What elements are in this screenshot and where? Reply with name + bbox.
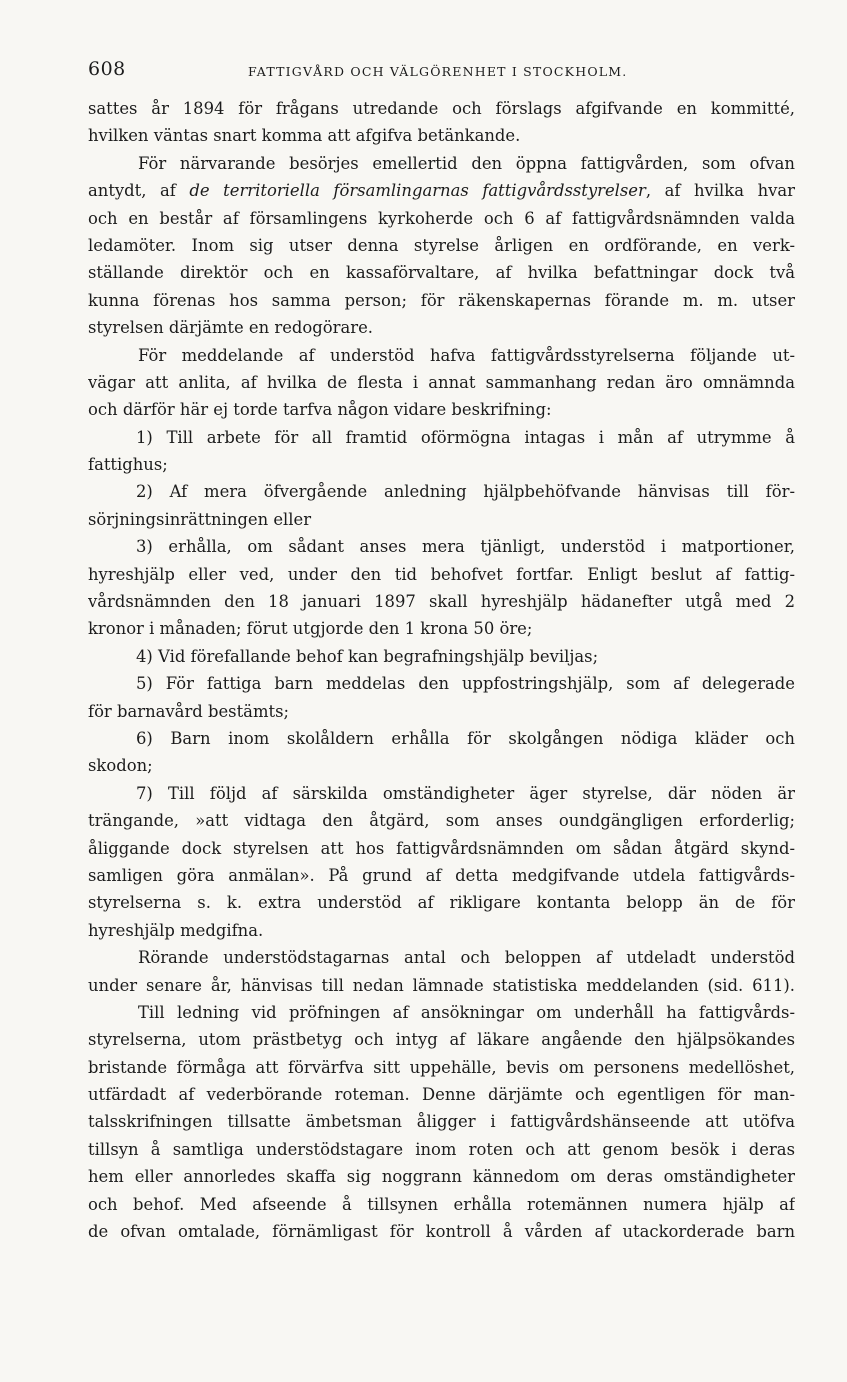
text-run: Rörande understödstagarnas antal och beloppen af utdeladt understöd xyxy=(138,948,795,968)
text-run: 5) För fattiga barn meddelas den uppfostringshjälp, som af delegerade xyxy=(136,674,795,694)
text-run: 3) erhålla, om sådant anses mera tjänligt, understöd i matportioner, xyxy=(136,537,795,557)
text-run: bristande förmåga att förvärfva sitt uppehälle, bevis om personens medellöshet, xyxy=(88,1057,795,1077)
text-run: talsskrifningen tillsatte ämbetsman åligger i fattigvårdshänseende att utöfva xyxy=(88,1112,795,1132)
text-run: trängande, »att vidtaga den åtgärd, som anses oundgängligen erforderlig; xyxy=(88,811,795,831)
page-number: 608 xyxy=(88,58,126,80)
text-line xyxy=(88,698,795,725)
text-run: samligen göra anmälan». På grund af detta medgifvande utdela fattigvårds- xyxy=(88,865,795,885)
text-run: skodon; xyxy=(88,756,153,776)
text-run: de ofvan omtalade, förnämligast för kontroll å vården af utackorderade barn xyxy=(88,1222,795,1242)
text-line xyxy=(88,1108,795,1135)
body-text xyxy=(88,95,795,1245)
text-run: och en består af församlingens kyrkoherde och 6 af fattigvårdsnämnden valda xyxy=(88,208,795,228)
text-line xyxy=(88,396,795,423)
text-run: vårdsnämnden den 18 januari 1897 skall hyreshjälp hädanefter utgå med 2 xyxy=(88,592,795,612)
text-run: 2) Af mera öfvergående anledning hjälpbehöfvande hänvisas till för- xyxy=(136,482,795,502)
text-run: Till ledning vid pröfningen af ansökningar om underhåll ha fattigvårds- xyxy=(138,1002,795,1022)
text-run: styrelserna, utom prästbetyg och intyg af läkare angående den hjälpsökandes xyxy=(88,1030,795,1050)
text-run: och därför här ej torde tarfva någon vidare beskrifning: xyxy=(88,400,552,420)
text-line xyxy=(88,862,795,889)
text-line xyxy=(88,643,795,670)
text-line xyxy=(88,478,795,505)
text-line xyxy=(88,177,795,204)
text-line xyxy=(88,314,795,341)
text-run: sattes år 1894 för frågans utredande och förslags afgifvande en kommitté, xyxy=(88,99,795,118)
text-line xyxy=(88,369,795,396)
text-run: 6) Barn inom skolåldern erhålla för skolgången nödiga kläder och xyxy=(136,728,795,748)
text-line xyxy=(88,232,795,259)
text-line xyxy=(88,205,795,232)
text-line xyxy=(88,342,795,369)
text-run: styrelserna s. k. extra understöd af rikligare kontanta belopp än de för xyxy=(88,893,795,913)
running-title: FATTIGVÅRD OCH VÄLGÖRENHET I STOCKHOLM. xyxy=(248,64,628,79)
text-line xyxy=(88,725,795,752)
text-line xyxy=(88,1081,795,1108)
text-line xyxy=(88,972,795,999)
text-line xyxy=(88,1191,795,1218)
text-run: fattighus; xyxy=(88,455,168,475)
text-run: hyreshjälp medgifna. xyxy=(88,920,264,940)
text-run: ledamöter. Inom sig utser denna styrelse årligen en ordförande, en verk- xyxy=(88,235,795,255)
text-run: 1) Till arbete för all framtid oförmögna intagas i mån af utrymme å xyxy=(136,427,795,447)
text-run: styrelsen därjämte en redogörare. xyxy=(88,318,373,338)
text-line xyxy=(88,1218,795,1245)
text-run: ställande direktör och en kassaförvaltare, af hvilka befattningar dock två xyxy=(88,263,795,283)
text-run: vägar att anlita, af hvilka de flesta i annat sammanhang redan äro omnämnda xyxy=(88,372,795,392)
text-line xyxy=(88,999,795,1026)
text-run: under senare år, hänvisas till nedan lämnade statistiska meddelanden (sid. 611). xyxy=(88,975,795,995)
text-run: för barnavård bestämts; xyxy=(88,701,290,721)
text-line xyxy=(88,122,795,149)
text-run: kunna förenas hos samma person; för räkenskapernas förande m. m. utser xyxy=(88,290,795,310)
text-run: 7) Till följd af särskilda omständigheter äger styrelse, där nöden är xyxy=(136,783,795,803)
text-line xyxy=(88,287,795,314)
text-run: 4) Vid förefallande behof kan begrafningshjälp beviljas; xyxy=(136,646,599,666)
text-line xyxy=(88,424,795,451)
text-run: åliggande dock styrelsen att hos fattigvårdsnämnden om sådan åtgärd skynd- xyxy=(88,838,795,858)
text-line xyxy=(88,451,795,478)
text-run: och behof. Med afseende å tillsynen erhålla rotemännen numera hjälp af xyxy=(88,1194,795,1214)
text-run: kronor i månaden; förut utgjorde den 1 krona 50 öre; xyxy=(88,619,533,639)
text-line xyxy=(88,1136,795,1163)
text-line xyxy=(88,835,795,862)
text-line xyxy=(88,889,795,916)
text-line xyxy=(88,259,795,286)
running-header xyxy=(88,58,795,84)
text-line xyxy=(88,917,795,944)
text-line xyxy=(88,506,795,533)
text-line xyxy=(88,588,795,615)
text-line xyxy=(88,1026,795,1053)
text-run: hyreshjälp eller ved, under den tid behofvet fortfar. Enligt beslut af fattig- xyxy=(88,564,795,584)
text-run: , af hvilka hvar xyxy=(645,181,795,201)
text-run: sörjningsinrättningen eller xyxy=(88,509,312,529)
text-run: hvilken väntas snart komma att afgifva betänkande. xyxy=(88,126,521,146)
text-line xyxy=(88,807,795,834)
text-line xyxy=(88,1163,795,1190)
text-run: tillsyn å samtliga understödstagare inom roten och att genom besök i deras xyxy=(88,1139,795,1159)
text-line xyxy=(88,533,795,560)
text-line xyxy=(88,752,795,779)
text-line xyxy=(88,615,795,642)
text-line xyxy=(88,780,795,807)
text-line xyxy=(88,561,795,588)
text-run: utfärdadt af vederbörande roteman. Denne därjämte och egentligen för man- xyxy=(88,1085,795,1105)
text-run: hem eller annorledes skaffa sig noggrann kännedom om deras omständigheter xyxy=(88,1167,795,1187)
text-line xyxy=(88,670,795,697)
text-line xyxy=(88,95,795,122)
text-run: För närvarande besörjes emellertid den öppna fattigvården, som ofvan xyxy=(138,153,795,173)
text-line xyxy=(88,150,795,177)
text-run: För meddelande af understöd hafva fattigvårdsstyrelserna följande ut- xyxy=(138,345,795,365)
italic-run: de territoriella församlingarnas fattigvårdsstyrelser xyxy=(189,181,646,201)
text-line xyxy=(88,1054,795,1081)
text-run: antydt, af xyxy=(88,181,190,201)
text-line xyxy=(88,944,795,971)
